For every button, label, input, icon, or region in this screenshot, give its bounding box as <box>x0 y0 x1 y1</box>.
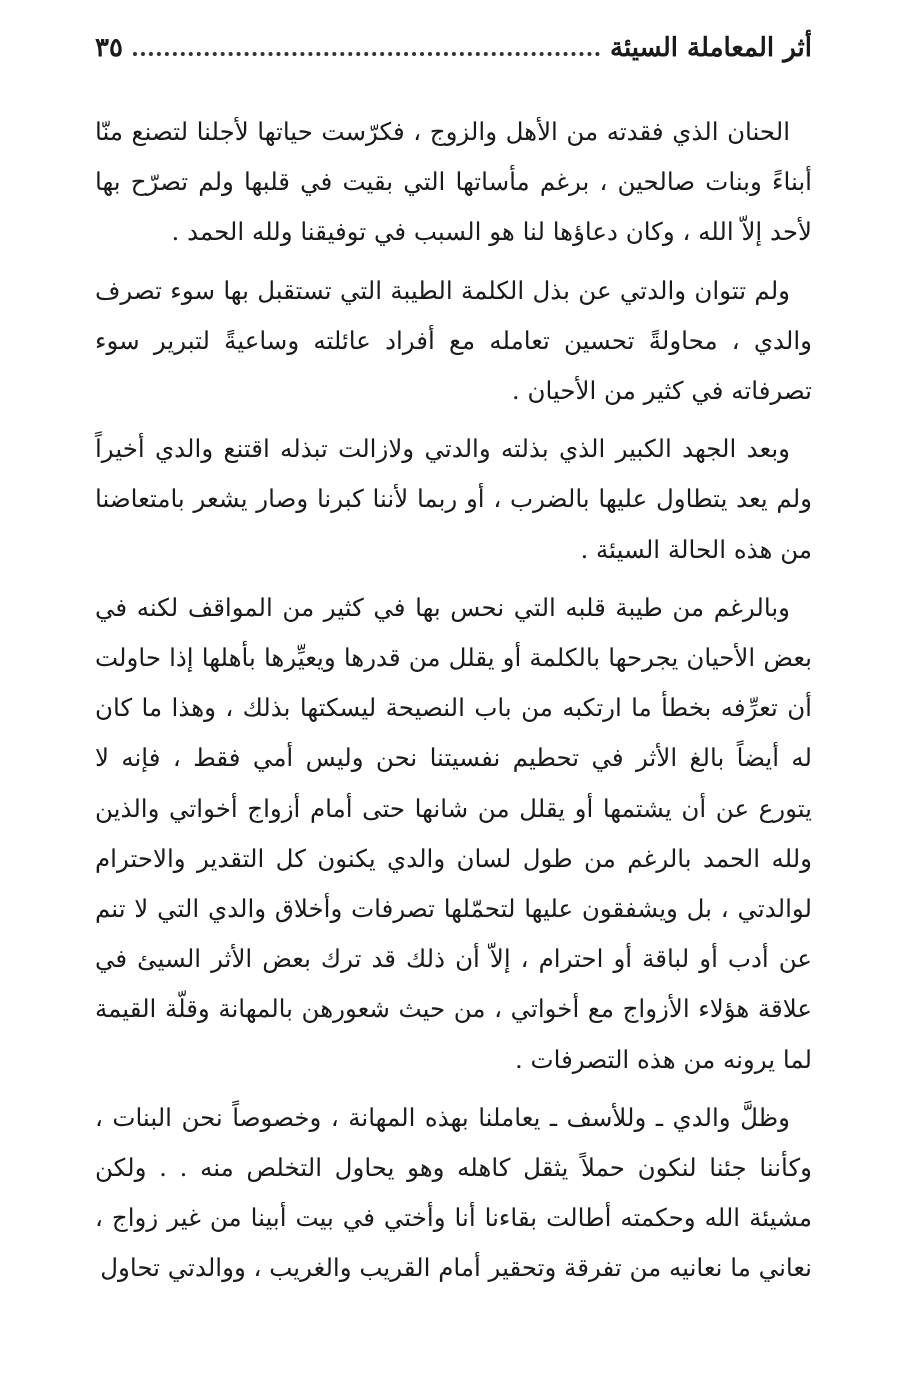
paragraph: وبعد الجهد الكبير الذي بذلته والدتي ولازالت تبذله اقتنع والدي أخيراً ولم يعد يتطاول عليها بالضرب ، أو ربما لأننا كبرنا وصار يشعر بامتعاضنا من هذه الحالة السيئة . <box>95 434 812 564</box>
paragraph: الحنان الذي فقدته من الأهل والزوج ، فكرّست حياتها لأجلنا لتصنع منّا أبناءً وبنات صالحين ، برغم مأساتها التي بقيت في قلبها ولم تصرّح بها لأحد إلاّ الله ، وكان دعاؤها لنا هو السبب في توفيقنا ولله الحمد . <box>95 117 812 247</box>
page-number: ٣٥ <box>95 33 123 63</box>
paragraph: ولم تتوان والدتي عن بذل الكلمة الطيبة التي تستقبل بها سوء تصرف والدي ، محاولةً تحسين تعامله مع أفراد عائلته وساعيةً لتبرير سوء تصرفاته في كثير من الأحيان . <box>95 275 812 406</box>
paragraph: وظلَّ والدي ـ وللأسف ـ يعاملنا بهذه المهانة ، وخصوصاً نحن البنات ، وكأننا جئنا لنكون حملاً يثقل كاهله وهو يحاول التخلص منه . . ولكن مشيئة الله وحكمته أطالت بقاءنا أنا وأختي في بيت أبينا من غير زواج ، نعاني ما نعانيه من تفرقة وتحقير أمام القريب والغريب ، ووالدتي تحاول <box>95 1102 812 1283</box>
dot-leader <box>133 52 600 56</box>
body-text <box>95 107 812 1302</box>
page-header <box>95 28 812 68</box>
paragraph: وبالرغم من طيبة قلبه التي نحس بها في كثير من المواقف لكنه في بعض الأحيان يجرحها بالكلمة أو يقلل من قدرها ويعيِّرها بأهلها إذا حاولت أن تعرِّفه بخطأ ما ارتكبه من باب النصيحة ليسكتها بذلك ، وهذا ما كان له أيضاً بالغ الأثر في تحطيم نفسيتنا نحن وليس أمي فقط ، فإنه لا يتورع عن أن يشتمها أو يقلل من شانها حتى أمام أزواج أخواتي والذين ولله الحمد بالرغم من طول لسان والدي يكنون كل التقدير والاحترام لوالدتي ، بل ويشفقون عليها لتحمّلها تصرفات وأخلاق والدي التي لا تنم عن أدب أو لباقة أو احترام ، إلاّ أن ذلك قد ترك بعض الأثر السيئ في علاقة هؤلاء الأزواج مع أخواتي ، من حيث شعورهن بالمهانة وقلّة القيمة لما يرونه من هذه التصرفات . <box>95 592 812 1074</box>
running-title: أثر المعاملة السيئة <box>610 33 812 63</box>
